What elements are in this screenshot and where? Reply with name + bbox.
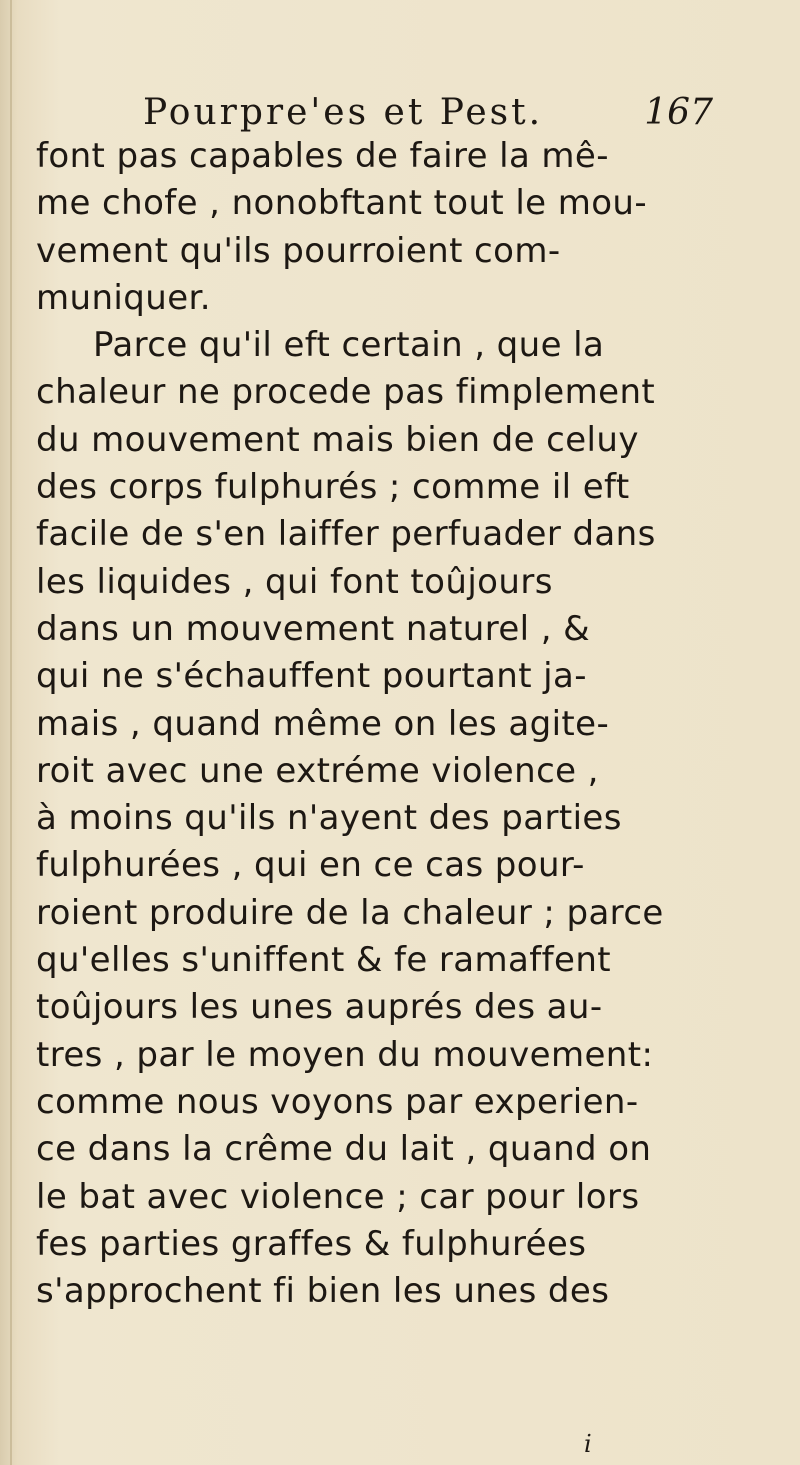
text-line: roient produire de la chaleur ; parce (36, 892, 664, 933)
body-text (36, 133, 786, 1315)
text-line: dans un mouvement naturel , & (36, 608, 591, 649)
text-line: mais , quand même on les agite- (36, 703, 610, 744)
page-number: 167 (644, 92, 713, 133)
text-line: comme nous voyons par experien- (36, 1081, 639, 1122)
text-line: toûjours les unes auprés des au- (36, 987, 603, 1028)
text-line: vement qu'ils pourroient com- (36, 230, 561, 271)
signature-mark: i (584, 1430, 592, 1458)
text-line: me chofe , nonobftant tout le mou- (36, 183, 648, 224)
paragraph-start-line: Parce qu'il eft certain , que la (93, 325, 605, 366)
text-line: les liquides , qui font toûjours (36, 561, 553, 602)
text-line: le bat avec violence ; car pour lors (36, 1176, 640, 1217)
text-line: ce dans la crême du lait , quand on (36, 1129, 652, 1170)
text-line: facile de s'en laiffer perfuader dans (36, 514, 656, 555)
text-line: roit avec une extréme violence , (36, 750, 599, 791)
text-line: fulphurées , qui en ce cas pour- (36, 845, 585, 886)
page-gutter (10, 0, 12, 1465)
text-line: du mouvement mais bien de celuy (36, 419, 639, 460)
text-line: font pas capables de faire la mê- (36, 136, 609, 176)
text-line: qu'elles s'uniffent & fe ramaffent (36, 940, 611, 981)
text-line: tres , par le moyen du mouvement: (36, 1034, 654, 1075)
text-line: fes parties graffes & fulphurées (36, 1223, 587, 1264)
text-line: chaleur ne procede pas fimplement (36, 372, 656, 413)
text-line: muniquer. (36, 277, 211, 318)
text-line: s'approchent fi bien les unes des (36, 1271, 610, 1312)
text-line: des corps fulphurés ; comme il eft (36, 467, 630, 508)
text-line: à moins qu'ils n'ayent des parties (36, 798, 622, 839)
text-line: qui ne s'échauffent pourtant ja- (36, 656, 587, 697)
running-title: Pourpre'es et Pest. (143, 92, 544, 133)
